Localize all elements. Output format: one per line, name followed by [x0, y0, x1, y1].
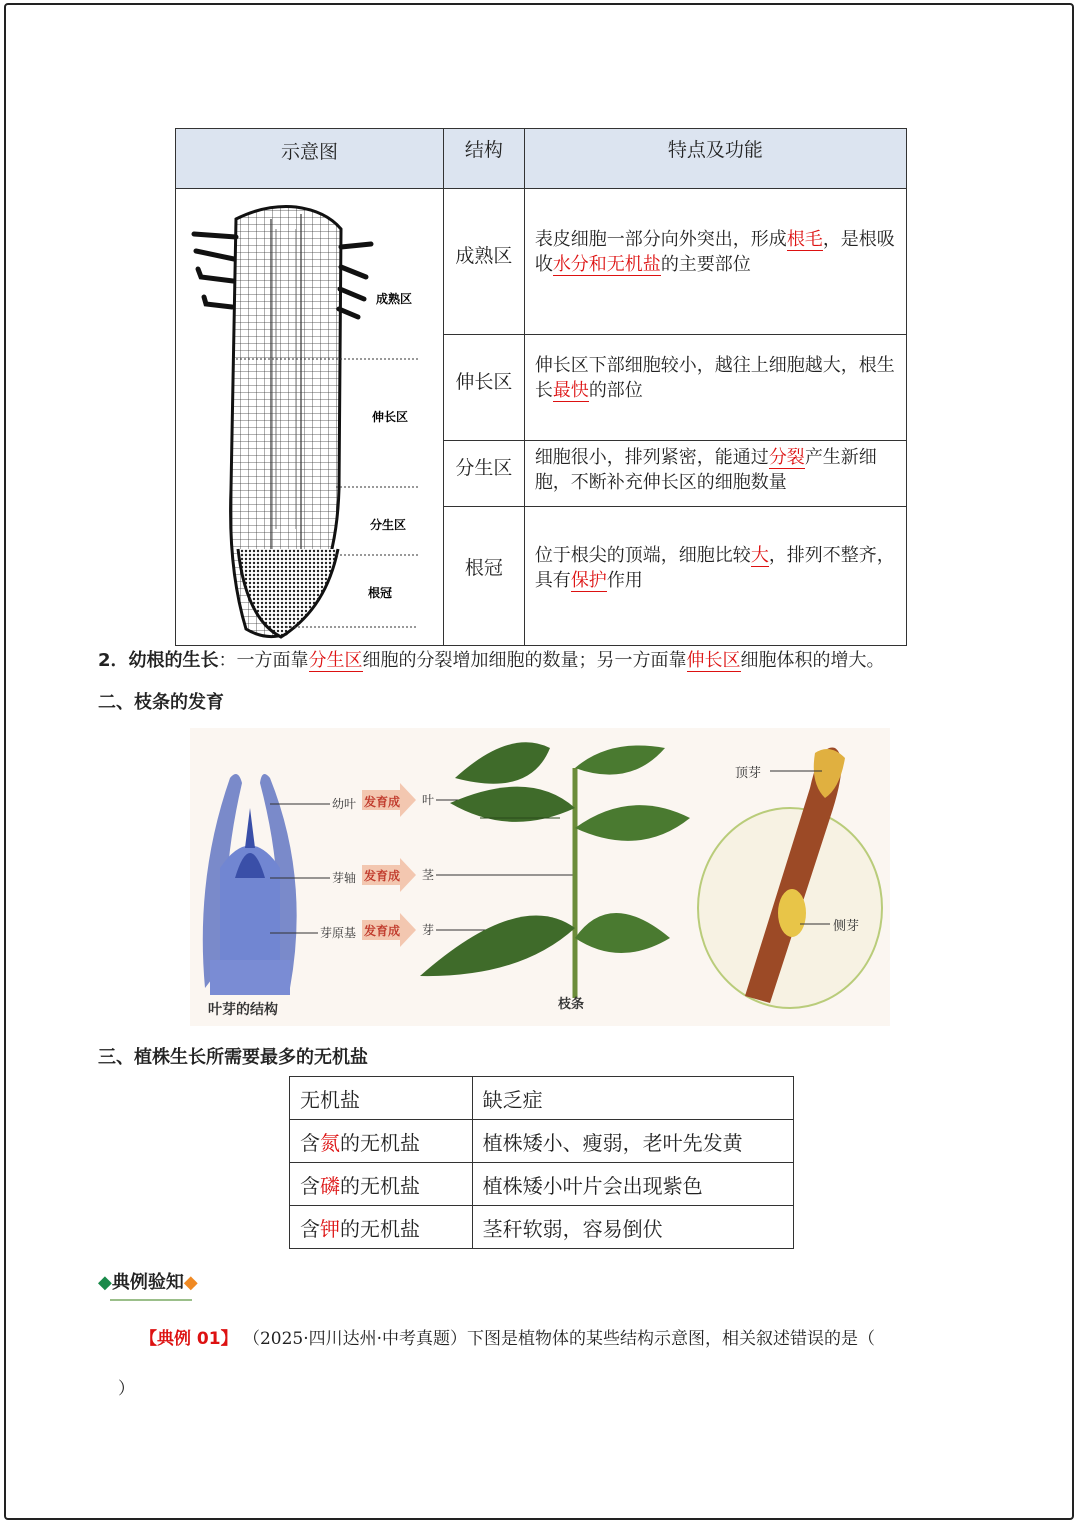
structure-maturation: 成熟区 [443, 189, 524, 335]
salt-symptom-phosphorus: 植株矮小叶片会出现紫色 [472, 1163, 793, 1206]
highlight-term: 保护 [570, 570, 607, 591]
label-leaf: 叶 [422, 793, 435, 807]
label-young-leaf: 幼叶 [332, 797, 357, 811]
feature-rootcap [524, 507, 906, 646]
feature-text: 的主要部位 [660, 254, 751, 275]
highlight-meristem: 分生区 [308, 650, 363, 671]
growth-paragraph [98, 646, 885, 672]
root-diagram-cell [176, 189, 444, 646]
section-3-title: 三、植株生长所需要最多的无机盐 [98, 1047, 368, 1068]
salt-name-nitrogen: 含氮的无机盐 [290, 1120, 473, 1163]
caption-branch: 枝条 [558, 997, 585, 1012]
arrow-label-1: 发育成 [364, 795, 401, 809]
feature-text: 产生新细胞，不断补充伸长区的细胞数量 [534, 447, 877, 493]
highlight-elongation: 伸长区 [686, 650, 741, 671]
salt-header-name: 无机盐 [290, 1077, 473, 1120]
feature-text: 的部位 [588, 380, 643, 401]
feature-text: 位于根尖的顶端，细胞比较 [534, 545, 751, 566]
diamond-green-icon: ◆ [98, 1272, 112, 1293]
header-diagram: 示意图 [176, 129, 444, 189]
feature-maturation [524, 189, 906, 335]
example-question [140, 1324, 875, 1349]
feature-elongation [524, 335, 906, 441]
salt-symptom-potassium: 茎秆软弱，容易倒伏 [472, 1206, 793, 1249]
label-lateral-bud: 侧芽 [833, 919, 860, 934]
arrow-label-3: 发育成 [364, 924, 401, 938]
diagram-label-meristem: 分生区 [370, 518, 407, 532]
table-row [176, 189, 907, 335]
example-heading-text: 典例验知 [111, 1272, 184, 1293]
diagram-label-elongation: 伸长区 [372, 410, 409, 424]
heading-underline [110, 1299, 192, 1301]
branch-illustration [420, 742, 690, 998]
example-close-paren: ） [118, 1379, 135, 1399]
example-text: （2025·四川达州·中考真题）下图是植物体的某些结构示意图，相关叙述错误的是（ [242, 1329, 876, 1349]
feature-text: ，是根吸收 [534, 229, 895, 275]
feature-text: 细胞很小，排列紧密，能通过 [534, 447, 769, 468]
diagram-label-maturation: 成熟区 [376, 292, 413, 306]
table-row [290, 1120, 794, 1163]
diamond-orange-icon: ◆ [183, 1272, 198, 1293]
root-tip-table [175, 128, 907, 646]
arrow-label-2: 发育成 [364, 869, 401, 883]
growth-text-2: 细胞的分裂增加细胞的数量；另一方面靠 [362, 650, 687, 671]
feature-text: 伸长区下部细胞较小，越往上细胞越大，根生长 [534, 355, 895, 401]
leaf-bud-illustration [203, 774, 297, 995]
table-row [290, 1206, 794, 1249]
root-tip-diagram [176, 189, 442, 645]
structure-rootcap: 根冠 [443, 507, 524, 646]
example-heading [98, 1268, 198, 1294]
salt-name-potassium: 含钾的无机盐 [290, 1206, 473, 1249]
caption-leaf-bud: 叶芽的结构 [208, 1002, 278, 1018]
label-bud: 芽 [422, 923, 435, 937]
branch-figure [190, 728, 890, 1026]
diagram-label-rootcap: 根冠 [368, 586, 393, 600]
salt-header-symptom: 缺乏症 [472, 1077, 793, 1120]
structure-meristem: 分生区 [443, 441, 524, 507]
example-tag: 【典例 01】 [140, 1329, 238, 1349]
growth-lead: 2．幼根的生长 [98, 650, 219, 671]
twig-illustration [698, 748, 882, 1009]
branch-figure-drawing [190, 728, 890, 1026]
feature-meristem [524, 441, 906, 507]
highlight-term: 最快 [552, 380, 589, 401]
structure-elongation: 伸长区 [443, 335, 524, 441]
growth-text-1: ：一方面靠 [218, 650, 309, 671]
mineral-salt-table [289, 1076, 794, 1249]
feature-text: 表皮细胞一部分向外突出，形成 [534, 229, 787, 250]
label-bud-primordium: 芽原基 [320, 926, 357, 940]
highlight-term: 大 [750, 545, 769, 566]
highlight-term: 分裂 [768, 447, 805, 468]
table-row [290, 1163, 794, 1206]
highlight-term: 根毛 [786, 229, 823, 250]
label-terminal-bud: 顶芽 [735, 766, 762, 781]
section-2-title: 二、枝条的发育 [98, 692, 224, 713]
growth-text-3: 细胞体积的增大。 [740, 650, 885, 671]
header-feature: 特点及功能 [524, 129, 906, 189]
salt-symptom-nitrogen: 植株矮小、瘦弱，老叶先发黄 [472, 1120, 793, 1163]
label-stem: 茎 [422, 868, 435, 882]
label-bud-axis: 芽轴 [332, 871, 357, 885]
header-structure: 结构 [443, 129, 524, 189]
feature-text: 作用 [606, 570, 643, 591]
salt-name-phosphorus: 含磷的无机盐 [290, 1163, 473, 1206]
feature-text: ，排列不整齐，具有 [534, 545, 895, 591]
highlight-term: 水分和无机盐 [552, 254, 661, 275]
table-header-row [176, 129, 907, 189]
table-header-row [290, 1077, 794, 1120]
